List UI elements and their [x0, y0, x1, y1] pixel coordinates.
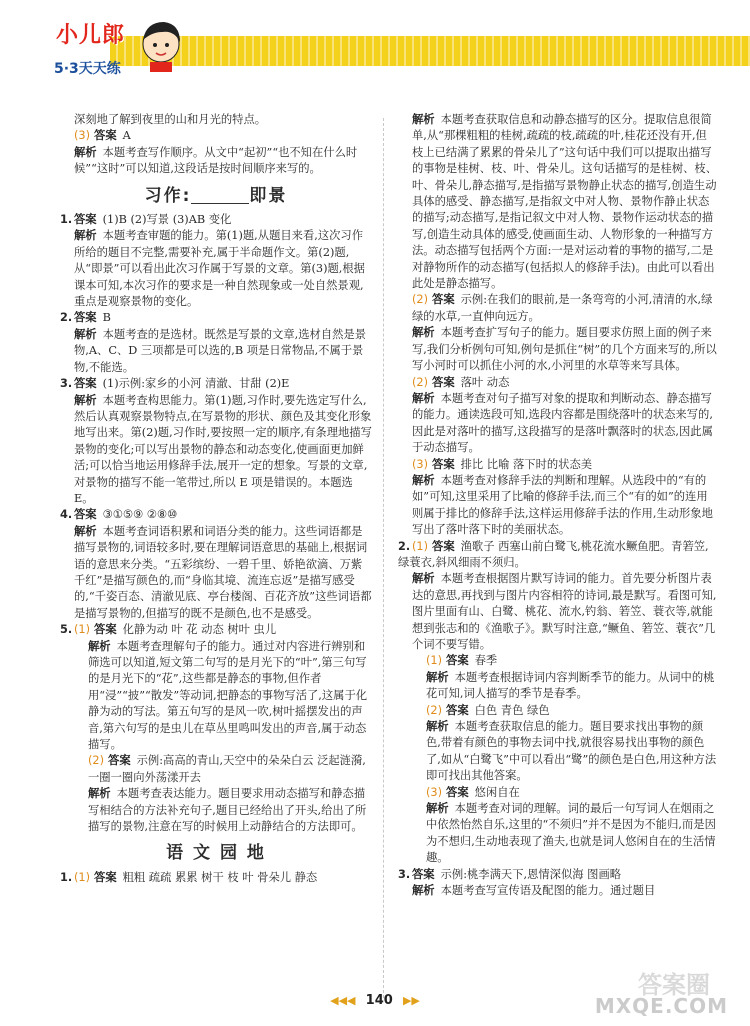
answer-label: 答案 [432, 539, 455, 553]
body-text: 示例:桃李满天下,恩情深似海 图画略 [440, 867, 622, 881]
series-logo [50, 14, 180, 94]
analysis-label: 解析 [412, 572, 435, 586]
analysis-paragraph [398, 801, 718, 867]
body-text: 排比 比喻 落下时的状态美 [460, 457, 593, 471]
body-text: 本题考查写宣传语及配图的能力。通过题目 [440, 884, 656, 898]
body-text: 本题考查表达能力。题目要求用动态描写和静态描写相结合的方法补充句子,题目已经给出了开头,给出了所描写的景物,注意在写的时候用上动静结合的方法即可。 [88, 787, 367, 834]
answer-label: 答案 [74, 311, 97, 325]
next-arrows-icon: ▶▶ [402, 994, 420, 1007]
body-text: 本题考查审题的能力。第(1)题,从题目来看,这次习作所给的题目不完整,需要补充,属于半命题作文。第(2)题,从“即景”可以看出此次习作属于写景的文章。第(3)题,根据课本可知,本次习作的要求是一种自然现象或一处自然景观,重点是观察景物的变化。 [74, 229, 365, 309]
body-text: 春季 [474, 654, 498, 668]
series-subtitle: 5·3天天练 [54, 61, 121, 77]
text-line [60, 112, 372, 128]
answer-line [60, 753, 372, 786]
right-column [398, 112, 718, 900]
analysis-paragraph [398, 719, 718, 785]
watermark-text: MXQE.COM [594, 994, 728, 1018]
body-text: 粗粗 疏疏 累累 树干 枝 叶 骨朵儿 静态 [122, 870, 318, 884]
analysis-label: 解析 [74, 393, 97, 407]
brand-title: 小儿郎 [56, 23, 126, 48]
answer-label: 答案 [94, 129, 117, 143]
body-text: 深刻地了解到夜里的山和月光的特点。 [74, 113, 267, 126]
body-text: 落叶 动态 [460, 375, 510, 389]
page-number: 140 [365, 993, 393, 1008]
watermark-logo: 答案圈 [638, 971, 710, 999]
prev-arrows-icon: ◀◀◀ [330, 994, 356, 1007]
sub-question-number: (2) [412, 293, 429, 307]
body-text: 渔歌子 西塞山前白鹭飞,桃花流水鳜鱼肥。青箬笠,绿蓑衣,斜风细雨不须归。 [398, 539, 709, 569]
sub-question-number: (2) [88, 754, 105, 768]
answer-label: 答案 [74, 213, 97, 227]
analysis-paragraph [60, 145, 372, 178]
answer-line [398, 867, 718, 883]
analysis-label: 解析 [74, 145, 97, 159]
answer-label: 答案 [446, 703, 469, 717]
analysis-paragraph [60, 639, 372, 754]
body-text: 本题考查对词的理解。词的最后一句写词人在烟雨之中依然怡然自乐,这里的“不须归”并不是因为不能归,而是因为不想归,生动地表现了渔夫,也就是词人悠闲自在的生活情趣。 [426, 802, 716, 865]
answer-label: 答案 [108, 754, 131, 768]
body-text: 化静为动 叶 花 动态 树叶 虫儿 [122, 623, 277, 637]
body-text: 本题考查根据诗词内容判断季节的能力。从词中的桃花可知,词人描写的季节是春季。 [426, 670, 715, 701]
sub-question-number: (1) [74, 623, 91, 637]
question-number: 3. [60, 377, 73, 391]
section-title-text: 习作: [144, 185, 192, 206]
analysis-paragraph [398, 670, 718, 703]
sub-question-number: (3) [412, 457, 429, 471]
analysis-label: 解析 [412, 113, 435, 126]
answer-line [60, 507, 372, 523]
question-number: 2. [398, 539, 411, 553]
analysis-label: 解析 [88, 787, 111, 801]
body-text: 本题考查词语积累和词语分类的能力。这些词语都是描写景物的,词语较多时,要在理解词语意思的基础上,根据词语的意思来分类。“五彩缤纷、一碧千里、娇艳欲滴、万紫千红”是描写颜色的,而“身临其境、流连忘返”是描写感受的,“千姿百态、清澈见底、亭台楼阁、百花齐放”这些词语都是描写景物的,但描写的既不是颜色,也不是感受。 [74, 524, 372, 620]
question-number: 4. [60, 508, 73, 522]
question-number: 1. [60, 213, 73, 227]
body-text: ③①⑤⑨ ②⑧⑩ [102, 508, 178, 522]
answer-label: 答案 [412, 867, 435, 881]
analysis-label: 解析 [74, 524, 97, 538]
answer-line [398, 703, 718, 719]
section-title-suffix: 即景 [249, 185, 288, 206]
analysis-label: 解析 [412, 326, 435, 340]
analysis-paragraph [60, 393, 372, 508]
question-number: 1. [60, 870, 73, 884]
body-text: 本题考查扩写句子的能力。题目要求仿照上面的例子来写,我们分析例句可知,例句是抓住“树”的几个方面来写的,所以写小河时可以抓住小河的水,小河里的水草等来写具体。 [412, 326, 717, 373]
analysis-paragraph [398, 325, 718, 374]
answer-line [398, 653, 718, 669]
answer-line [60, 376, 372, 392]
sub-question-number: (3) [426, 785, 443, 799]
answer-line [398, 292, 718, 325]
body-text: 本题考查根据图片默写诗词的能力。首先要分析图片表达的意思,再找到与图片内容相符的诗词,最是默写。看图可知,图片里面有山、白鹭、桃花、流水,钓翁、箬笠、蓑衣等,就能想到张志和的《渔歌子》。默写时注意,“鳜鱼、箬笠、蓑衣”几个词不要写错。 [412, 572, 717, 651]
body-text: 本题考查对句子描写对象的提取和判断动态、静态描写的能力。通读选段可知,选段内容都是围绕落叶的状态来写的,因此是对落叶的描写,这段描写的是落叶飘落时的状态,因此属于动态描写。 [412, 391, 713, 455]
sub-question-number: (3) [74, 129, 91, 143]
sub-question-number: (2) [412, 375, 429, 389]
analysis-label: 解析 [426, 720, 449, 734]
body-text: 本题考查获取信息的能力。题目要求找出事物的颜色,带着有颜色的事物去词中找,就很容易找出事物的颜色了,如从“白鹭飞”中可以看出“鹭”的颜色是白色,用这种方法即可找出其他答案。 [426, 720, 717, 783]
sub-question-number: (1) [412, 539, 429, 553]
analysis-label: 解析 [74, 229, 97, 243]
mascot-icon [134, 14, 188, 74]
question-number: 5. [60, 623, 73, 637]
analysis-label: 解析 [412, 391, 435, 405]
answer-line [398, 457, 718, 473]
answer-label: 答案 [94, 623, 117, 637]
analysis-paragraph [398, 112, 718, 292]
body-text: 示例:在我们的眼前,是一条弯弯的小河,清清的水,绿绿的水草,一直伸向远方。 [412, 293, 713, 323]
body-text: (1)B (2)写景 (3)AB 变化 [102, 213, 232, 227]
left-column [60, 112, 372, 886]
analysis-paragraph [398, 571, 718, 653]
analysis-paragraph [398, 391, 718, 457]
body-text: B [102, 311, 111, 325]
body-text: 白色 青色 绿色 [474, 703, 550, 717]
analysis-label: 解析 [74, 327, 97, 341]
answer-line [398, 785, 718, 801]
analysis-label: 解析 [88, 639, 111, 653]
analysis-label: 解析 [426, 802, 449, 816]
body-text: 本题考查的是选材。既然是写景的文章,选材自然是景物,A、C、D 三项都是可以选的,B 项是日常物品,不属于景物,不能选。 [74, 327, 367, 374]
body-text: 本题考查获取信息和动静态描写的区分。提取信息很简单,从“那棵粗粗的桂树,疏疏的枝,疏疏的叶,桂花还没有开,但枝上已结满了累累的骨朵儿了”这句话中我们可以提取出描写的事物是桂树、枝、叶、骨朵儿。这句话描写的是桂树、枝、叶、骨朵儿,静态描写,是指描写景物静止状态的描写,创造生动具体的感受、静态描写,是指叙文中对人物、景物作静止状态的描写;动态描写,是指记叙文中对人物、景物作运动状态的描写,创造生动具体的感受,使画面生动、人物形象的一种描写方法。动态描写包括两个方面:一是对运动着的事物的描写,二是对静物所作的动态描写(包括拟人的修辞手法)。由此可以看出此处是静态描写。 [412, 113, 718, 291]
section-title-text: 语 文 园 地 [166, 843, 266, 864]
answer-label: 答案 [432, 375, 455, 389]
analysis-label: 解析 [412, 884, 435, 898]
analysis-paragraph [60, 228, 372, 310]
body-text: 示例:高高的青山,天空中的朵朵白云 泛起涟漪,一圈一圈向外荡漾开去 [88, 754, 366, 784]
title-blank [191, 189, 249, 204]
answer-line [398, 375, 718, 391]
analysis-paragraph [398, 473, 718, 539]
column-divider [383, 118, 384, 998]
header-banner [110, 36, 750, 66]
analysis-paragraph [60, 327, 372, 376]
body-text: A [122, 129, 131, 143]
sub-question-number: (2) [426, 703, 443, 717]
answer-line [60, 622, 372, 638]
answer-label: 答案 [446, 654, 469, 668]
section-title [60, 843, 372, 864]
body-text: 本题考查写作顺序。从文中“起初”“也不知在什么时候”“这时”可以知道,这段话是按时间顺序来写的。 [74, 145, 358, 176]
answer-line [60, 212, 372, 228]
sub-question-number: (1) [426, 654, 443, 668]
question-number: 2. [60, 311, 73, 325]
analysis-label: 解析 [412, 473, 435, 487]
answer-line [60, 128, 372, 144]
answer-label: 答案 [432, 457, 455, 471]
analysis-paragraph [60, 786, 372, 835]
answer-label: 答案 [432, 293, 455, 307]
answer-line [398, 539, 718, 572]
answer-line [60, 870, 372, 886]
body-text: 本题考查构思能力。第(1)题,习作时,要先选定写什么,然后认真观察景物特点,在写景物的形状、颜色及其变化形象地写出来。第(2)题,习作时,要按照一定的顺序,有条理地描写景物的变化;可以写出景物的静态和动态变化,使画面更加鲜活;可以恰当地运用修辞手法,展开一定的想象。写景的文章,对景物的描写不能一笔带过,所以 E 项是错误的。本题选 E。 [74, 393, 372, 505]
body-text: (1)示例:家乡的小河 清澈、甘甜 (2)E [102, 377, 290, 391]
answer-label: 答案 [446, 785, 469, 799]
question-number: 3. [398, 867, 411, 881]
sub-question-number: (1) [74, 870, 91, 884]
answer-label: 答案 [74, 508, 97, 522]
answer-line [60, 310, 372, 326]
body-text: 本题考查理解句子的能力。通过对内容进行辨别和筛选可以知道,短文第二句写的是月光下的“叶”,第三句写的是月光下的“花”,这些都是静态的事物,但作者用“浸”“披”“散发”等动词,把静态的事物写活了,这属于化静为动的写法。第五句写的是风一吹,树叶摇摆发出的声音,第六句写的是虫儿在草丛里鸣叫发出的声音,属于动态描写。 [88, 639, 368, 752]
analysis-paragraph [398, 883, 718, 899]
analysis-paragraph [60, 524, 372, 622]
body-text: 悠闲自在 [474, 785, 520, 799]
answer-label: 答案 [94, 870, 117, 884]
body-text: 本题考查对修辞手法的判断和理解。从选段中的“有的如”可知,这里采用了比喻的修辞手法,而三个“有的如”的连用则属于排比的修辞手法,这样运用修辞手法的作用,生动形象地写出了落叶落下时的美丽状态。 [412, 473, 713, 537]
answer-label: 答案 [74, 377, 97, 391]
analysis-label: 解析 [426, 670, 449, 684]
section-title [60, 185, 372, 206]
